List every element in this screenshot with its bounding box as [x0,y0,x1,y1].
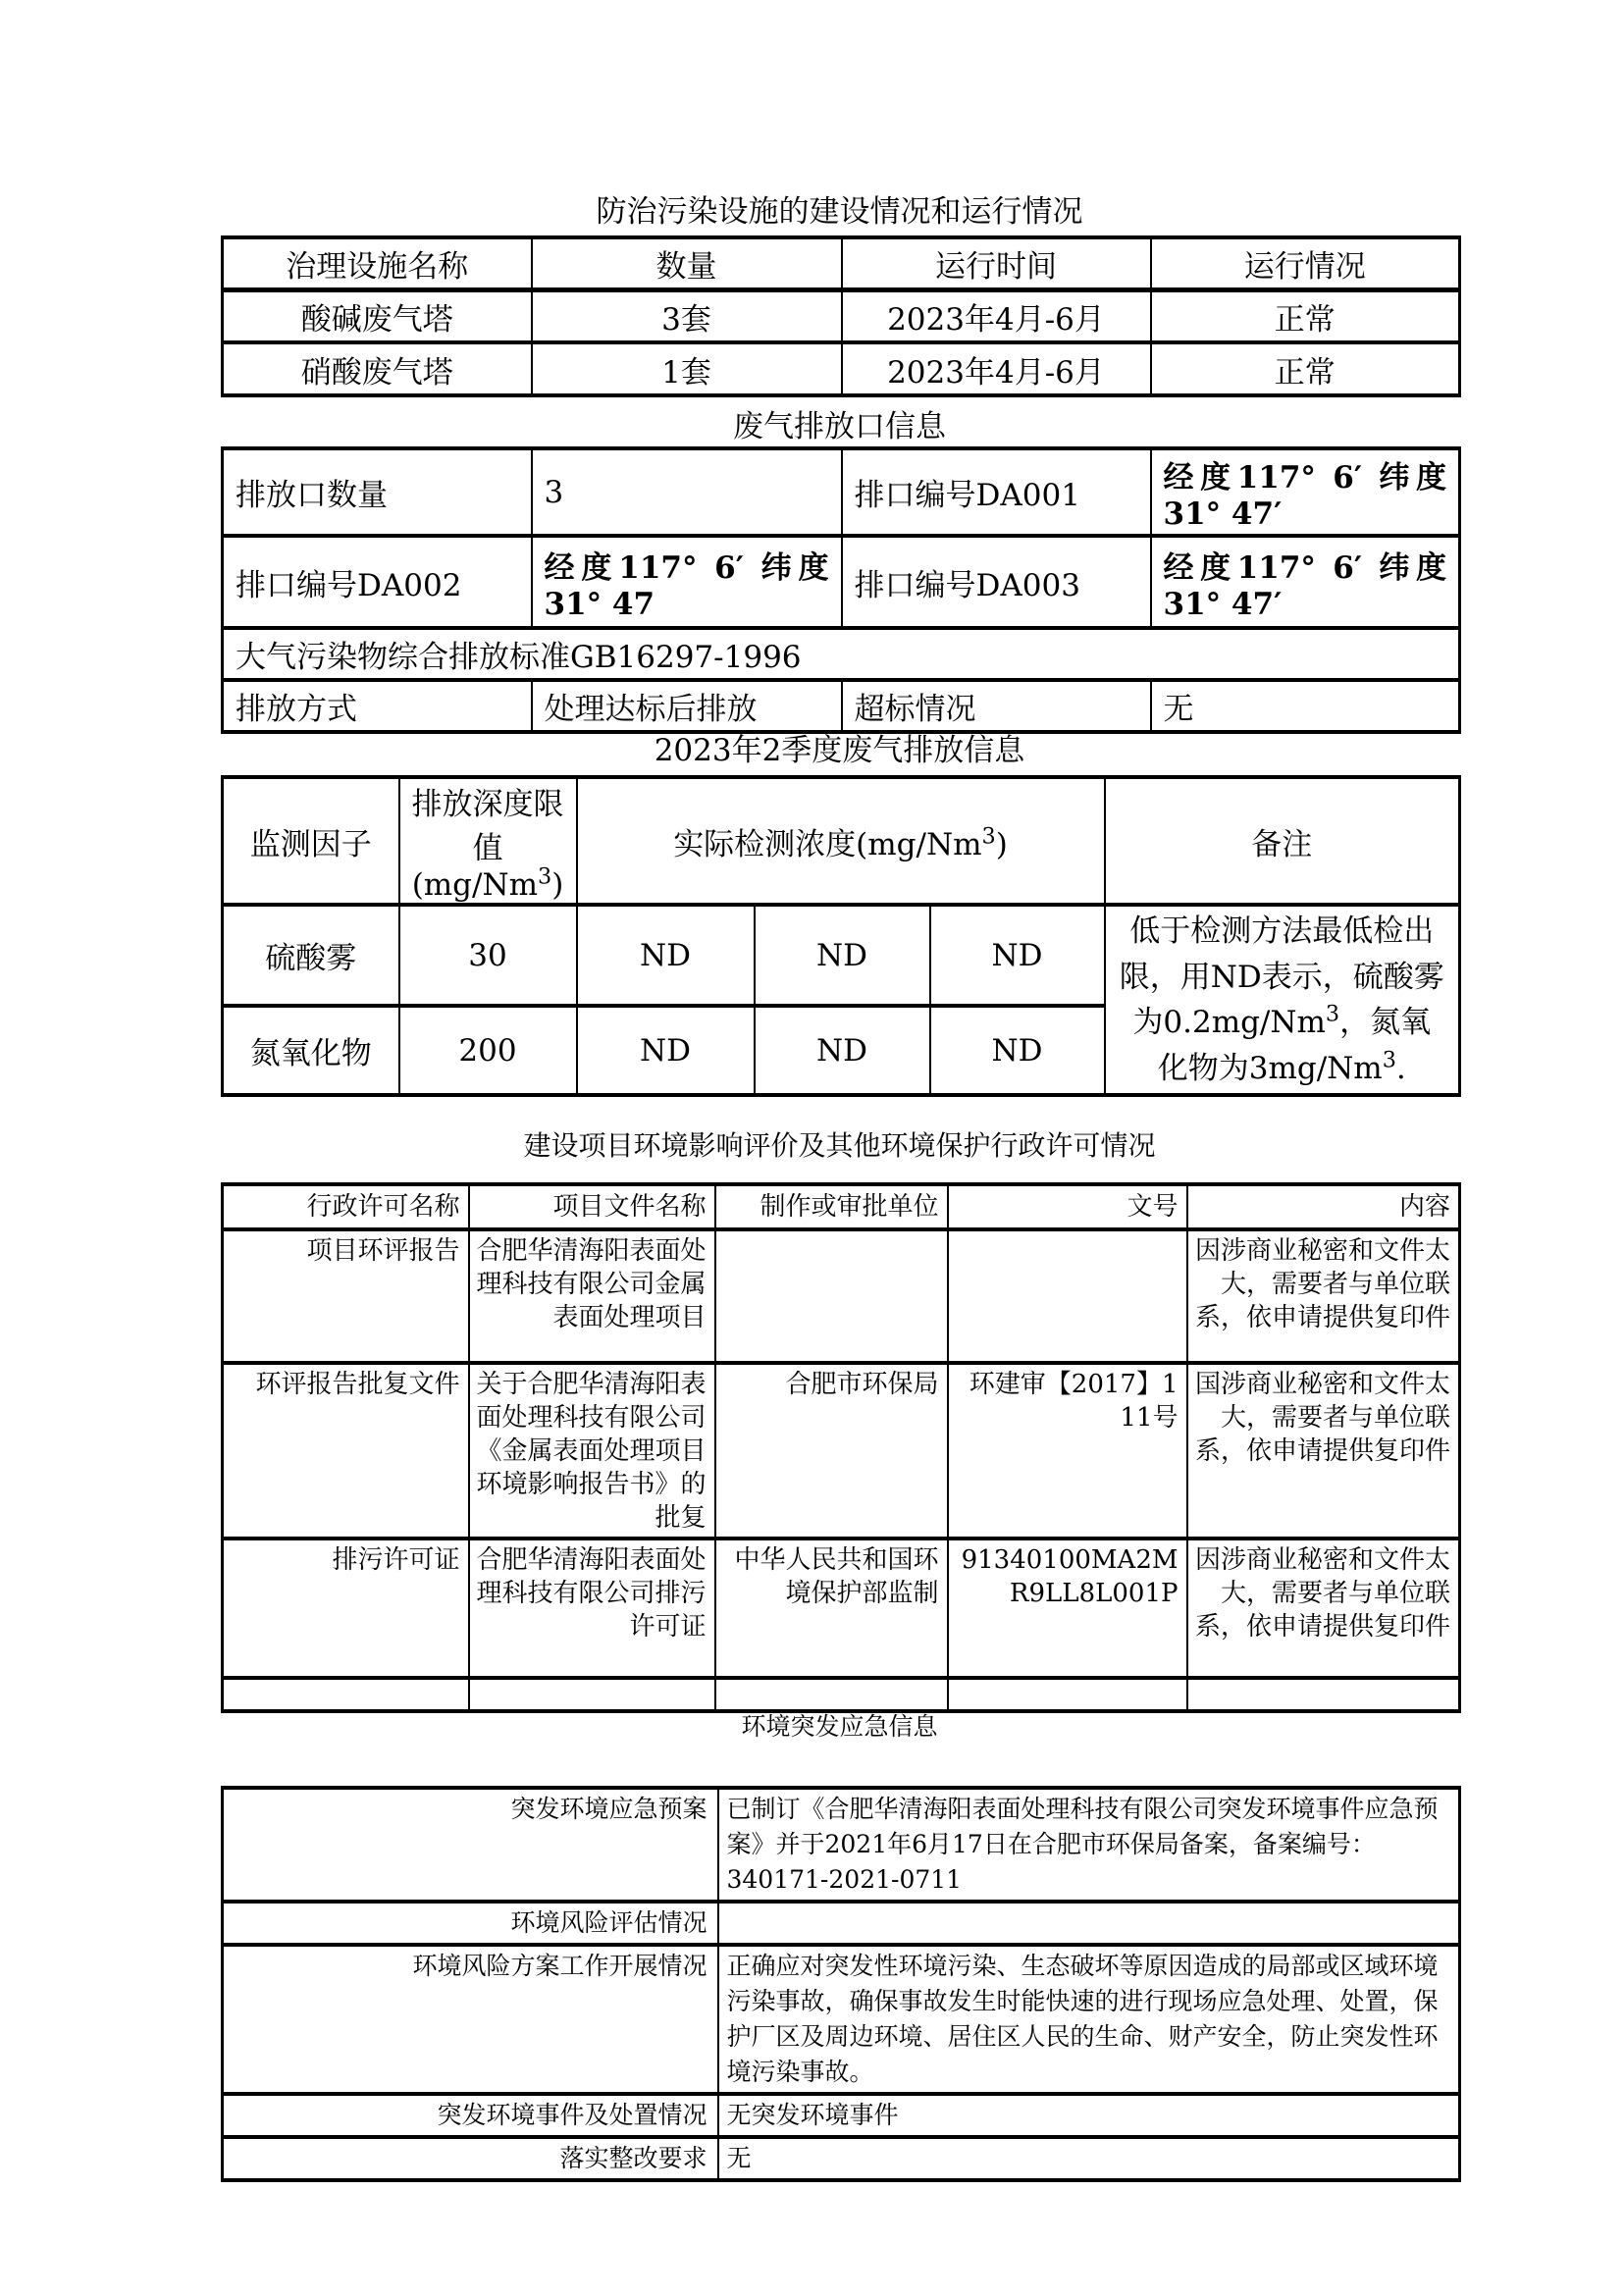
document-name: 合肥华清海阳表面处理科技有限公司金属表面处理项目 [469,1229,715,1363]
table-row [223,342,1460,395]
outlet-count-value: 3 [532,448,842,536]
header-quantity: 数量 [532,237,842,289]
section4-title: 建设项目环境影响评价及其他环境保护行政许可情况 [523,1129,1156,1162]
outlet-da002-label: 排口编号DA002 [223,536,532,628]
document-number [948,1229,1187,1363]
outlet-da003-coordinates [1151,536,1460,628]
incident-handling-value: 无突发环境事件 [718,2094,1460,2137]
factor-name: 硫酸雾 [223,905,399,1006]
rectification-label: 落实整改要求 [223,2137,718,2180]
emission-standard: 大气污染物综合排放标准GB16297-1996 [223,628,1460,680]
header-approval-unit: 制作或审批单位 [715,1184,948,1229]
rectification-value: 无 [718,2137,1460,2180]
risk-assessment-label: 环境风险评估情况 [223,1902,718,1945]
risk-assessment-value [718,1902,1460,1945]
coordinate-line: 31° 47′ [1163,496,1283,532]
emission-monitoring-table [221,775,1461,1097]
discharge-method-label: 排放方式 [223,680,532,732]
factor-limit: 200 [399,1006,577,1095]
document-number: 91340100MA2MR9LL8L001P [948,1539,1187,1678]
document-name [469,1678,715,1711]
risk-plan-work-value: 正确应对突发性环境污染、生态破坏等原因造成的局部或区域环境污染事故，确保事故发生时能快速的进行现场应急处理、处置，保护厂区及周边环境、居住区人民的生命、财产安全，防止突发性环境污染事故。 [718,1945,1460,2094]
header-measured-concentration: 实际检测浓度(mg/Nm$^3$) [577,777,1105,905]
measured-value: ND [577,1006,755,1095]
emergency-info-table [221,1786,1461,2182]
coordinate-line: 经度117° 6′ 纬度 [1163,460,1446,496]
table-row [223,536,1460,628]
section5-title: 环境突发应急信息 [741,1712,938,1741]
document-name: 关于合肥华清海阳表面处理科技有限公司《金属表面处理项目环境影响报告书》的批复 [469,1363,715,1539]
facility-quantity: 3套 [532,289,842,342]
header-monitor-factor: 监测因子 [223,777,399,905]
facility-status: 正常 [1151,342,1460,395]
exceedance-value: 无 [1151,680,1460,732]
measured-value: ND [930,1006,1105,1095]
permit-content: 因涉商业秘密和文件太大，需要者与单位联系，依申请提供复印件 [1187,1539,1460,1678]
facility-status: 正常 [1151,289,1460,342]
outlet-da001-coordinates [1151,448,1460,536]
table-row [223,1363,1460,1539]
table-header-row [223,1184,1460,1229]
table-row [223,289,1460,342]
permit-content: 因涉商业秘密和文件太大，需要者与单位联系，依申请提供复印件 [1187,1229,1460,1363]
table-row [223,1229,1460,1363]
factor-name: 氮氧化物 [223,1006,399,1095]
table-row [223,628,1460,680]
approval-unit [715,1229,948,1363]
header-facility-name: 治理设施名称 [223,237,532,289]
facility-time: 2023年4月-6月 [842,289,1151,342]
measured-value: ND [577,905,755,1006]
approval-unit: 合肥市环保局 [715,1363,948,1539]
table-row [223,1902,1460,1945]
table-row [223,1788,1460,1902]
exceedance-label: 超标情况 [842,680,1151,732]
section2-title: 废气排放口信息 [733,409,946,444]
section3-title: 2023年2季度废气排放信息 [654,733,1025,768]
header-document-number: 文号 [948,1184,1187,1229]
document-name: 合肥华清海阳表面处理科技有限公司排污许可证 [469,1539,715,1678]
table-row [223,2094,1460,2137]
section1-title: 防治污染设施的建设情况和运行情况 [596,194,1083,230]
table-row [223,1945,1460,2094]
approval-unit [715,1678,948,1711]
header-operation-status: 运行情况 [1151,237,1460,289]
permit-content: 国涉商业秘密和文件太大，需要者与单位联系，依申请提供复印件 [1187,1363,1460,1539]
outlet-da002-coordinates [532,536,842,628]
table-header-row [223,777,1460,905]
outlet-da001-label: 排口编号DA001 [842,448,1151,536]
permit-name: 排污许可证 [223,1539,469,1678]
coordinate-line: 31° 47′ [1163,586,1283,622]
factor-limit: 30 [399,905,577,1006]
table-row [223,2137,1460,2180]
permit-name [223,1678,469,1711]
coordinate-line: 经度117° 6′ 纬度 [544,549,829,586]
discharge-method-value: 处理达标后排放 [532,680,842,732]
coordinate-line: 经度117° 6′ 纬度 [1163,549,1446,586]
header-remark: 备注 [1105,777,1460,905]
facility-quantity: 1套 [532,342,842,395]
outlet-info-table [221,446,1461,734]
table-row [223,905,1460,1006]
document-number [948,1678,1187,1711]
header-content: 内容 [1187,1184,1460,1229]
emergency-plan-label: 突发环境应急预案 [223,1788,718,1902]
outlet-da003-label: 排口编号DA003 [842,536,1151,628]
remark-note: 低于检测方法最低检出限，用ND表示，硫酸雾为0.2mg/Nm$^3$，氮氧化物为3mg/Nm$^3$. [1105,905,1460,1095]
coordinate-line: 31° 47 [544,586,655,622]
table-header-row [223,237,1460,289]
measured-value: ND [930,905,1105,1006]
administrative-permit-table [221,1182,1461,1713]
incident-handling-label: 突发环境事件及处置情况 [223,2094,718,2137]
header-permit-name: 行政许可名称 [223,1184,469,1229]
table-row [223,448,1460,536]
header-document-name: 项目文件名称 [469,1184,715,1229]
permit-name: 项目环评报告 [223,1229,469,1363]
table-row [223,1678,1460,1711]
document-number: 环建审【2017】111号 [948,1363,1187,1539]
emergency-plan-value: 已制订《合肥华清海阳表面处理科技有限公司突发环境事件应急预案》并于2021年6月17日在合肥市环保局备案，备案编号：340171-2021-0711 [718,1788,1460,1902]
permit-content [1187,1678,1460,1711]
facility-name: 酸碱废气塔 [223,289,532,342]
pollution-facility-table [221,235,1461,397]
table-row [223,1539,1460,1678]
header-operation-time: 运行时间 [842,237,1151,289]
facility-time: 2023年4月-6月 [842,342,1151,395]
outlet-count-label: 排放口数量 [223,448,532,536]
measured-value: ND [755,905,930,1006]
header-emission-limit: 排放深度限值(mg/Nm$^3$) [399,777,577,905]
measured-value: ND [755,1006,930,1095]
permit-name: 环评报告批复文件 [223,1363,469,1539]
table-row [223,680,1460,732]
risk-plan-work-label: 环境风险方案工作开展情况 [223,1945,718,2094]
approval-unit: 中华人民共和国环境保护部监制 [715,1539,948,1678]
facility-name: 硝酸废气塔 [223,342,532,395]
